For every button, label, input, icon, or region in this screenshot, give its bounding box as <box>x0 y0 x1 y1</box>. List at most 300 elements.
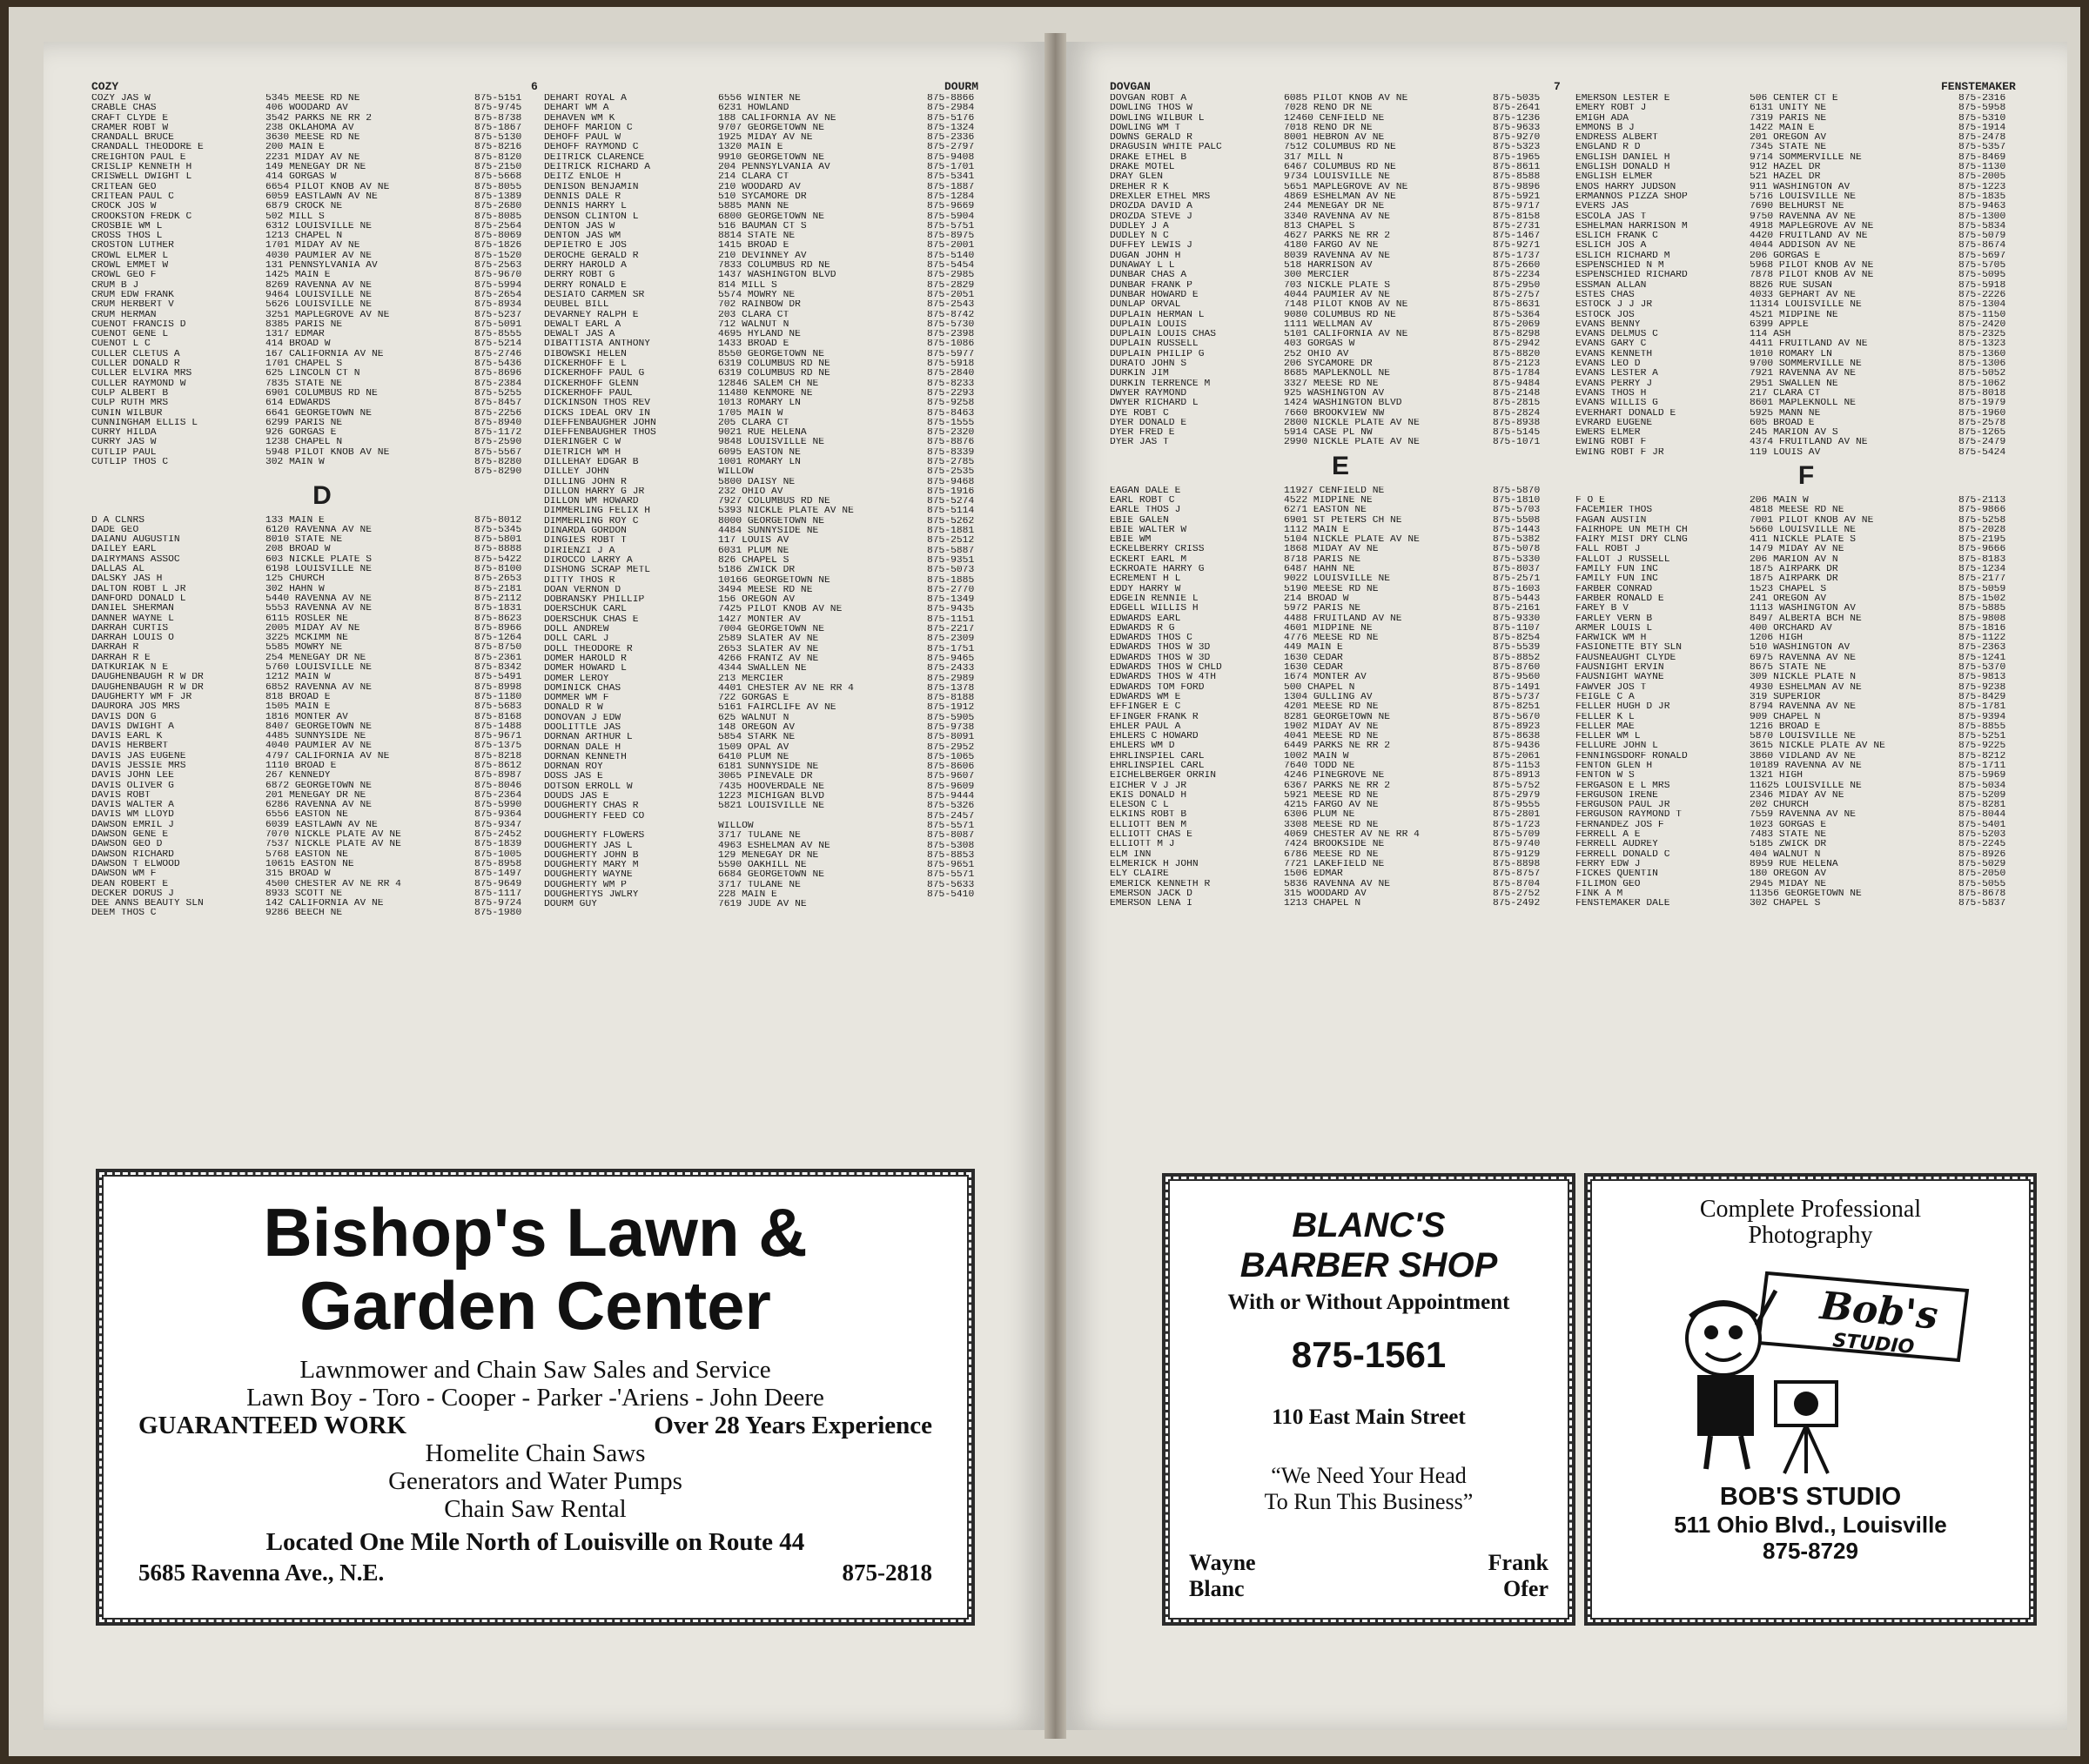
listing-row <box>544 163 1005 172</box>
listing-address: 6319 COLUMBUS RD NE <box>718 359 830 370</box>
listing-address: 6467 COLUMBUS RD NE <box>1284 163 1396 173</box>
listing-phone: 875-5454 <box>927 261 975 272</box>
listing-address: 6031 PLUM NE <box>718 546 789 556</box>
listing-name: EVANS LEO D <box>1575 359 1641 370</box>
listing-address: 8001 HEBRON AV NE <box>1284 133 1385 144</box>
listing-name: DOLL CARL J <box>544 634 609 645</box>
listing-row <box>1110 252 1571 261</box>
listing-name: DIEFFENBAUGHER JOHN <box>544 418 656 428</box>
listing-name: EVANS THOS H <box>1575 388 1647 399</box>
listing-name: DYER FRED E <box>1110 428 1175 439</box>
listing-phone: 875-1520 <box>474 251 522 261</box>
listing-row <box>544 202 1005 211</box>
listing-row <box>1110 202 1571 211</box>
listing-address: 6059 EASTLAWN AV NE <box>265 191 378 202</box>
listing-name: DUPLAIN LOUIS <box>1110 319 1187 330</box>
directory-spread <box>9 7 2080 1756</box>
listing-phone: 875-5508 <box>1493 515 1541 526</box>
listing-row <box>91 399 553 408</box>
listing-name: DOURM GUY <box>544 900 598 910</box>
listing-row <box>91 271 553 280</box>
listing-name: DUGAN JOHN H <box>1110 251 1181 261</box>
listing-row <box>91 467 553 477</box>
listing-name: DORNAN ROY <box>544 762 603 773</box>
listing-phone: 875-5145 <box>1493 428 1541 439</box>
listing-row <box>1110 713 1571 722</box>
listing-row <box>1575 496 2037 506</box>
listing-row <box>544 281 1005 291</box>
listing-phone: 875-8760 <box>1493 663 1541 674</box>
listing-name: FELLURE JOHN L <box>1575 741 1658 752</box>
listing-phone: 875-8429 <box>1958 692 2006 702</box>
listing-address: 241 OREGON AV <box>1750 594 1827 604</box>
listing-name: DAILEY EARL <box>91 545 157 555</box>
listing-phone: 875-8678 <box>1958 889 2006 899</box>
listing-row <box>1110 781 1571 791</box>
listing-name: DIRIENZI J A <box>544 546 615 556</box>
ad-line: Chain Saw Rental <box>444 1495 627 1523</box>
ad-line: Located One Mile North of Louisville on Route 44 <box>265 1528 805 1556</box>
listing-phone: 875-5029 <box>1958 859 2006 869</box>
listing-name: DEEM THOS C <box>91 909 157 919</box>
listing-name: EVANS BENNY <box>1575 319 1641 330</box>
listing-row <box>91 359 553 369</box>
listing-row <box>544 881 1005 890</box>
listing-name: DUPLAIN HERMAN L <box>1110 310 1205 320</box>
listing-phone: 875-9724 <box>474 899 522 909</box>
listing-address: 1523 CHAPEL S <box>1750 584 1827 594</box>
listing-phone: 875-9435 <box>927 605 975 615</box>
ad-line: Lawnmower and Chain Saw Sales and Service <box>299 1356 771 1384</box>
listing-address: 1701 MIDAY AV NE <box>265 241 360 252</box>
listing-row <box>544 497 1005 506</box>
listing-name: DAVIS JOHN LEE <box>91 771 174 781</box>
listing-row <box>1110 192 1571 202</box>
listing-row <box>544 605 1005 614</box>
listing-phone: 875-2563 <box>474 261 522 272</box>
listing-address: 9021 RUE HELENA <box>718 428 807 439</box>
listing-row <box>1110 791 1571 801</box>
listing-name: DAWSON WM F <box>91 869 157 880</box>
ad-line: Homelite Chain Saws <box>425 1439 646 1467</box>
listing-phone: 875-2985 <box>927 271 975 281</box>
listing-address: 8385 PARIS NE <box>265 319 343 330</box>
listing-phone: 875-1831 <box>474 604 522 614</box>
listing-row <box>91 516 553 526</box>
listing-phone: 875-8606 <box>927 762 975 773</box>
listing-row <box>91 574 553 584</box>
listing-phone: 875-5801 <box>474 535 522 546</box>
listing-phone: 875-5091 <box>474 319 522 330</box>
listing-row <box>1110 545 1571 554</box>
listing-phone: 875-5114 <box>927 506 975 517</box>
listing-address: 7004 GEORGETOWN NE <box>718 625 825 635</box>
listing-row <box>1110 535 1571 545</box>
listing-address: 1701 CHAPEL S <box>265 359 343 370</box>
listing-name: DEPIETRO E JOS <box>544 241 627 252</box>
listing-address: 3717 TULANE NE <box>718 831 801 842</box>
listing-address: 8959 RUE HELENA <box>1750 859 1838 869</box>
listing-name: CREIGHTON PAUL E <box>91 152 186 163</box>
listing-name: FAREY B V <box>1575 604 1629 614</box>
listing-phone: 875-8044 <box>1958 810 2006 821</box>
listing-address: 8269 RAVENNA AV NE <box>265 280 373 291</box>
listing-address: 6852 RAVENNA AV NE <box>265 682 373 693</box>
listing-phone: 875-5237 <box>474 310 522 320</box>
listing-name: DERRY RONALD E <box>544 280 627 291</box>
listing-name: DURKIN JIM <box>1110 369 1169 379</box>
listing-row <box>544 399 1005 408</box>
listing-phone: 875-1488 <box>474 721 522 732</box>
listing-phone: 875-5422 <box>474 554 522 565</box>
listing-address: 5440 RAVENNA AV NE <box>265 594 373 604</box>
listing-phone: 875-1751 <box>927 644 975 654</box>
listing-row <box>544 615 1005 625</box>
listing-phone: 875-1912 <box>927 703 975 714</box>
listing-row <box>91 791 553 801</box>
listing-row <box>1110 114 1571 124</box>
listing-name: DIBOWSKI HELEN <box>544 349 627 359</box>
listing-phone: 875-8938 <box>1493 418 1541 428</box>
listing-name: DAUGHENBAUGH R W DR <box>91 673 204 683</box>
listing-phone: 875-8852 <box>1493 653 1541 663</box>
listing-address: 203 CLARA CT <box>718 310 789 320</box>
listing-row <box>1110 212 1571 222</box>
listing-address: 1002 MAIN W <box>1284 751 1349 761</box>
listing-row <box>544 547 1005 556</box>
listing-name: DUNBAR HOWARD E <box>1110 290 1199 300</box>
running-head-right: DOURM <box>944 80 979 93</box>
listing-phone: 875-2840 <box>927 369 975 379</box>
listing-row <box>1110 311 1571 320</box>
listing-name: EVANS WILLIS G <box>1575 399 1658 409</box>
listing-phone: 875-1236 <box>1493 113 1541 124</box>
listing-row <box>1110 506 1571 515</box>
listing-address <box>265 467 474 477</box>
listing-name: DOAN VERNON D <box>544 585 621 595</box>
listing-name: DAVIS ROBT <box>91 790 151 801</box>
listing-row <box>1575 821 2037 830</box>
listing-phone: 875-9465 <box>927 654 975 664</box>
listing-phone: 875-8233 <box>927 379 975 389</box>
listing-address: 8601 MAPLEKNOLL NE <box>1750 399 1857 409</box>
listing-row <box>544 212 1005 222</box>
listing-address: 5968 PILOT KNOB AV NE <box>1750 261 1874 272</box>
listing-row <box>1110 722 1571 732</box>
listing-phone: 875-2001 <box>927 241 975 252</box>
listing-address: 4246 PINEGROVE NE <box>1284 771 1385 781</box>
listing-phone: 875-8704 <box>1493 879 1541 889</box>
listing-row <box>1110 271 1571 280</box>
listing-phone: 875-9484 <box>1493 379 1541 389</box>
listing-phone: 875-5969 <box>1958 771 2006 781</box>
listing-name: DUPLAIN LOUIS CHAS <box>1110 330 1217 340</box>
listing-phone: 875-8940 <box>474 418 522 428</box>
listing-name: DERRY HAROLD A <box>544 261 627 272</box>
listing-name: DOUGHERTY CHAS R <box>544 802 639 812</box>
listing-address: 149 MENEGAY DR NE <box>265 163 366 173</box>
listing-address: 244 MENEGAY DR NE <box>1284 202 1385 212</box>
listing-name: DAURORA JOS MRS <box>91 702 180 713</box>
listing-name: DARRAH CURTIS <box>91 623 169 634</box>
listing-row <box>91 752 553 761</box>
listing-address: 1001 ROMARY LN <box>718 457 801 467</box>
listing-phone: 875-2746 <box>474 349 522 359</box>
listing-name: DEHAVEN WM K <box>544 113 615 124</box>
listing-row <box>91 222 553 231</box>
listing-row <box>1575 379 2037 389</box>
listing-phone: 875-8975 <box>927 231 975 242</box>
listing-row <box>1110 438 1571 447</box>
listing-phone: 875-9347 <box>474 820 522 830</box>
listing-name: DWYER RICHARD L <box>1110 399 1199 409</box>
listing-address: 267 KENNEDY <box>265 771 331 781</box>
listing-row <box>1575 192 2037 202</box>
listing-phone: 875-9555 <box>1493 801 1541 811</box>
listing-address: 6684 GEORGETOWN NE <box>718 870 825 881</box>
listing-row <box>1110 389 1571 399</box>
listing-address: 7425 PILOT KNOB AV NE <box>718 605 843 615</box>
listing-address: 6487 HAHN NE <box>1284 565 1355 575</box>
listing-row <box>544 851 1005 861</box>
listing-name: DILLON HARRY G JR <box>544 486 645 497</box>
listing-address: 11356 GEORGETOWN NE <box>1750 889 1862 899</box>
listing-name: CULLER ELVIRA MRS <box>91 369 192 379</box>
listing-phone: 875-9270 <box>1493 133 1541 144</box>
listing-name: ENGLISH DANIEL H <box>1575 152 1670 163</box>
listing-address: 4420 FRUITLAND AV NE <box>1750 231 1868 242</box>
listing-phone: 875-9866 <box>1958 506 2006 516</box>
listing-phone: 875-9129 <box>1493 849 1541 860</box>
listing-row <box>1110 702 1571 712</box>
listing-phone: 875-9633 <box>1493 123 1541 133</box>
listing-phone: 875-8898 <box>1493 859 1541 869</box>
listing-row <box>1575 389 2037 399</box>
listing-name: ERMANNOS PIZZA SHOP <box>1575 191 1688 202</box>
ad-footer: 5685 Ravenna Ave., N.E. 875-2818 <box>138 1559 932 1586</box>
listing-phone: 875-2590 <box>474 438 522 448</box>
listing-row <box>1575 133 2037 143</box>
listing-name: CRITEAN GEO <box>91 182 157 192</box>
listing-phone: 875-2069 <box>1493 319 1541 330</box>
listing-address: 238 OKLAHOMA AV <box>265 123 354 133</box>
listing-address: 7001 PILOT KNOB AV NE <box>1750 515 1874 526</box>
listing-address: 703 NICKLE PLATE S <box>1284 280 1391 291</box>
listing-address: 4030 PAUMIER AV NE <box>265 251 373 261</box>
listing-name: DOUDS JAS E <box>544 792 609 802</box>
listing-name: ELM INN <box>1110 849 1152 860</box>
listing-phone: 875-2364 <box>474 790 522 801</box>
listing-address: 208 BROAD W <box>265 545 331 555</box>
listing-phone: 875-2320 <box>927 428 975 439</box>
listing-row <box>544 448 1005 458</box>
listing-phone: 875-2535 <box>927 467 975 478</box>
listing-address: 3860 VIDLAND AV NE <box>1750 751 1857 761</box>
listing-name: FARBER CONRAD <box>1575 584 1653 594</box>
listing-address: 8281 GEORGETOWN NE <box>1284 712 1391 722</box>
listing-address: 5393 NICKLE PLATE AV NE <box>718 506 854 517</box>
listing-phone: 875-5176 <box>927 113 975 124</box>
listing-phone: 875-2309 <box>927 634 975 645</box>
listing-address: 8794 RAVENNA AV NE <box>1750 702 1857 713</box>
listing-row <box>91 634 553 643</box>
listing-address: 6410 PLUM NE <box>718 752 789 762</box>
listing-row <box>1110 821 1571 830</box>
listing-row <box>1110 379 1571 389</box>
listing-row <box>91 741 553 751</box>
listing-row <box>1110 880 1571 889</box>
ad-line: GUARANTEED WORK Over 28 Years Experience <box>138 1412 932 1439</box>
listing-row <box>544 114 1005 124</box>
listing-row <box>91 291 553 300</box>
listing-phone: 875-2578 <box>1958 418 2006 428</box>
listing-phone: 875-5151 <box>474 94 522 104</box>
listing-phone: 875-8913 <box>1493 771 1541 781</box>
ad-proprietors: Wayne Blanc Frank Ofer <box>1189 1550 1548 1601</box>
listing-phone: 875-5994 <box>474 280 522 291</box>
listing-name: CRUM HERMAN <box>91 310 157 320</box>
listing-phone: 875-1881 <box>927 527 975 537</box>
listing-name: DAWSON EMRIL J <box>91 820 174 830</box>
listing-address: 6181 SUNNYSIDE NE <box>718 762 819 773</box>
listing-phone: 875-1914 <box>1958 123 2006 133</box>
listing-name: EHLERS C HOWARD <box>1110 732 1199 742</box>
listing-name: DICKERHOFF E L <box>544 359 627 370</box>
listing-phone: 875-8251 <box>1493 702 1541 713</box>
ad-address: 511 Ohio Blvd., Louisville <box>1674 1512 1947 1538</box>
listing-name: DAWSON GEO D <box>91 840 163 850</box>
listing-address: 500 CHAPEL N <box>1284 682 1355 693</box>
listing-row <box>544 389 1005 399</box>
listing-row <box>1110 231 1571 241</box>
listing-address: 6901 ST PETERS CH NE <box>1284 515 1402 526</box>
listing-phone: 875-2177 <box>1958 574 2006 585</box>
listing-phone: 875-1223 <box>1958 182 2006 192</box>
listing-name: DOWNS GERALD R <box>1110 133 1192 144</box>
listing-row <box>91 241 553 251</box>
listing-row <box>91 458 553 467</box>
listing-phone: 875-9896 <box>1493 182 1541 192</box>
listing-row <box>91 252 553 261</box>
listing-address: 3615 NICKLE PLATE AV NE <box>1750 741 1885 752</box>
listing-address: 6654 PILOT KNOB AV NE <box>265 182 390 192</box>
listing-name: ARMER LOUIS L <box>1575 623 1653 634</box>
listing-phone: 875-2492 <box>1493 899 1541 909</box>
listing-row <box>1575 801 2037 810</box>
running-head-left: COZY <box>91 80 119 93</box>
ad-business-name: BOB'S STUDIO <box>1719 1483 1902 1511</box>
listing-phone: 875-5055 <box>1958 879 2006 889</box>
listing-row <box>544 536 1005 546</box>
book-gutter <box>1044 33 1066 1739</box>
listing-name: DEAN ROBERT E <box>91 879 169 889</box>
listing-address: 1437 WASHINGTON BLVD <box>718 271 836 281</box>
listing-phone: 875-5571 <box>927 870 975 881</box>
listing-name: DICKERHOFF PAUL G <box>544 369 645 379</box>
listing-row <box>1110 300 1571 310</box>
listing-row <box>1575 604 2037 614</box>
listing-name: DOLL THEODORE R <box>544 644 633 654</box>
listing-row <box>1575 830 2037 840</box>
listing-name: FILIMON GEO <box>1575 879 1641 889</box>
listing-address: 167 CALIFORNIA AV NE <box>265 349 384 359</box>
listing-name: DAVIS WM LLOYD <box>91 810 174 821</box>
listing-address: 1023 GORGAS E <box>1750 820 1827 830</box>
listing-address: 228 MAIN E <box>718 890 777 901</box>
listing-address: 4180 FARGO AV NE <box>1284 241 1379 252</box>
listing-phone: 875-5697 <box>1958 251 2006 261</box>
listing-phone: 875-1781 <box>1958 702 2006 713</box>
listing-name: DROZDA STEVE J <box>1110 211 1192 222</box>
listing-name: DENTON JAS W <box>544 221 615 231</box>
listing-name: CURRY JAS W <box>91 438 157 448</box>
listing-address: 4695 HYLAND NE <box>718 330 801 340</box>
listing-name: FERNANDEZ JOS F <box>1575 820 1664 830</box>
ad-blancs-barber-shop <box>1162 1173 1575 1626</box>
listing-name: DOWLING THOS W <box>1110 104 1192 114</box>
listing-row <box>544 674 1005 684</box>
listing-name: DESIATO CARMEN SR <box>544 290 645 300</box>
listing-name: DOUGHERTYS JWLRY <box>544 890 639 901</box>
listing-address: 826 CHAPEL S <box>718 555 789 566</box>
listing-phone: 875-1502 <box>1958 594 2006 604</box>
listing-name: FAUSNEAUGHT CLYDE <box>1575 653 1676 663</box>
section-letter: E <box>1331 451 1349 480</box>
listing-name: DORNAN DALE H <box>544 742 621 753</box>
listing-row <box>1575 222 2037 231</box>
listing-address: 7018 RENO DR NE <box>1284 123 1373 133</box>
listing-address: 8675 STATE NE <box>1750 663 1827 674</box>
listing-row <box>91 428 553 438</box>
listing-address: 521 HAZEL DR <box>1750 172 1821 183</box>
listing-address: 712 WALNUT N <box>718 319 789 330</box>
listing-phone: 875-1491 <box>1493 682 1541 693</box>
listing-address: 911 WASHINGTON AV <box>1750 182 1851 192</box>
listing-phone: 875-2061 <box>1493 751 1541 761</box>
listing-address: 2990 NICKLE PLATE AV NE <box>1284 438 1420 448</box>
listing-name: DIROCCO LARRY A <box>544 555 633 566</box>
listing-name: DOUGHERTY MARY M <box>544 861 639 871</box>
listing-address: 506 CENTER CT E <box>1750 94 1838 104</box>
listing-name: ESLICH FRANK C <box>1575 231 1658 242</box>
listing-row <box>1575 535 2037 545</box>
listing-row <box>91 448 553 458</box>
listing-row <box>1575 545 2037 554</box>
listing-address: 6299 PARIS NE <box>265 418 343 428</box>
listing-row <box>91 153 553 163</box>
listing-row <box>1575 369 2037 379</box>
listing-address: 4963 ESHELMAN AV NE <box>718 841 830 851</box>
listing-address: 4869 ESHELMAN AV NE <box>1284 191 1396 202</box>
listing-name: DILLING JOHN R <box>544 477 627 487</box>
listing-row <box>1110 752 1571 761</box>
listing-name: EBIE GALEN <box>1110 515 1169 526</box>
listing-address: 12460 CENFIELD NE <box>1284 113 1385 124</box>
listing-address: 1875 AIRPARK DR <box>1750 574 1838 585</box>
listing-address: 5854 STARK NE <box>718 733 796 743</box>
listing-row <box>1575 419 2037 428</box>
listing-row <box>91 781 553 791</box>
listing-row <box>544 831 1005 841</box>
listing-row <box>91 212 553 222</box>
listing-address: 4485 SUNNYSIDE NE <box>265 732 366 742</box>
listing-name: EHLERS WM D <box>1110 741 1175 752</box>
listing-row <box>1575 104 2037 113</box>
listing-phone: 875-9463 <box>1958 202 2006 212</box>
listing-phone: 875-1086 <box>927 339 975 350</box>
listing-name: DIMMERLING ROY C <box>544 516 639 527</box>
listing-row <box>1110 104 1571 113</box>
